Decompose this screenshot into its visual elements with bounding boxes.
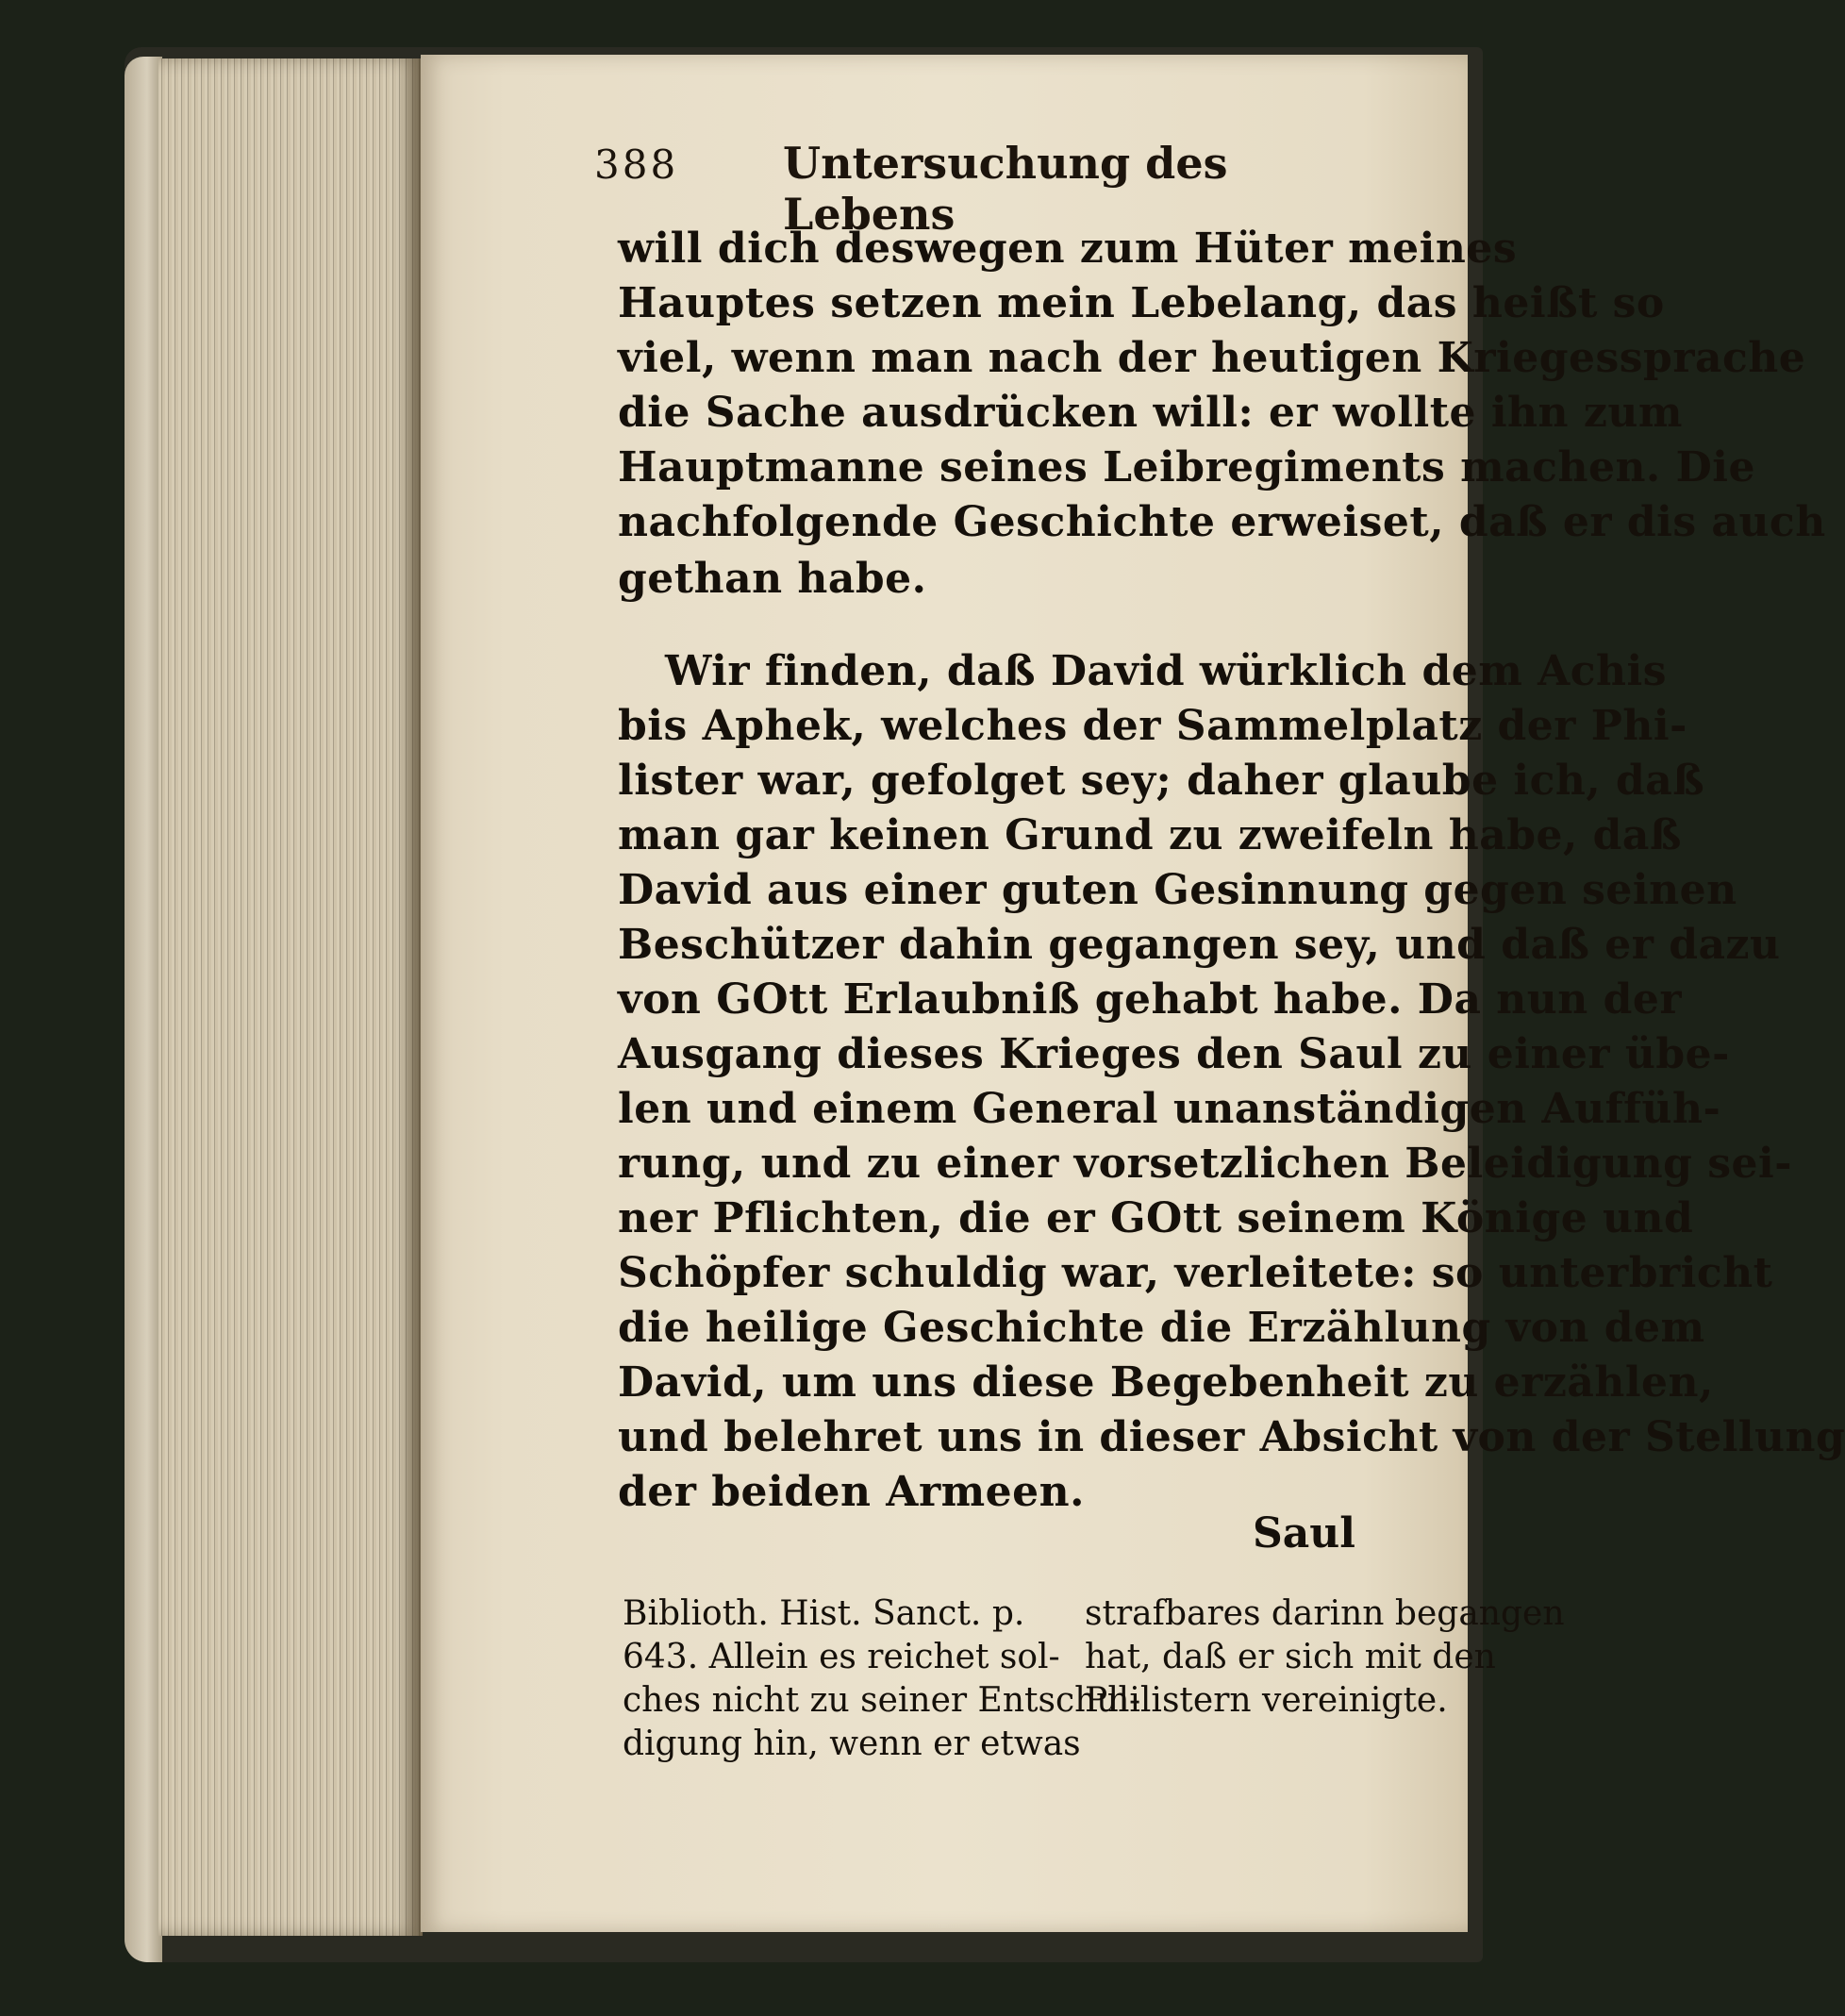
footnote-line: digung hin, wenn er etwas bbox=[623, 1724, 1081, 1763]
text-line: die Sache ausdrücken will: er wollte ihn zum bbox=[618, 389, 1683, 437]
text-line: Hauptes setzen mein Lebelang, das heißt so bbox=[618, 279, 1665, 327]
text-line: ner Pflichten, die er GOtt seinem Könige und bbox=[618, 1194, 1694, 1242]
text-line: gethan habe. bbox=[618, 555, 927, 603]
text-line: von GOtt Erlaubniß gehabt habe. Da nun der bbox=[618, 975, 1683, 1024]
text-line: David, um uns diese Begebenheit zu erzählen, bbox=[618, 1358, 1714, 1407]
footnote-line: hat, daß er sich mit den bbox=[1085, 1638, 1496, 1676]
text-line: len und einem General unanständigen Auffüh- bbox=[618, 1085, 1721, 1133]
text-line: Beschützer dahin gegangen sey, und daß er dazu bbox=[618, 921, 1781, 969]
page-number: 388 bbox=[594, 142, 679, 188]
text-line: man gar keinen Grund zu zweifeln habe, daß bbox=[618, 811, 1682, 859]
page-edges bbox=[158, 58, 423, 1936]
text-line: nachfolgende Geschichte erweiset, daß er dis auch bbox=[618, 498, 1826, 546]
footnote-line: strafbares darinn begangen bbox=[1085, 1594, 1565, 1633]
text-line: will dich deswegen zum Hüter meines bbox=[618, 225, 1518, 273]
footnote-line: Philistern vereinigte. bbox=[1085, 1681, 1448, 1720]
text-line: lister war, gefolget sey; daher glaube ich, daß bbox=[618, 757, 1705, 805]
catchword: Saul bbox=[1253, 1509, 1355, 1558]
footnote-line: 643. Allein es reichet sol- bbox=[623, 1638, 1060, 1676]
text-line: der beiden Armeen. bbox=[618, 1468, 1085, 1516]
text-line: bis Aphek, welches der Sammelplatz der Phi- bbox=[618, 702, 1687, 750]
text-line: die heilige Geschichte die Erzählung von dem bbox=[618, 1304, 1705, 1352]
running-title: Untersuchung des Lebens bbox=[783, 138, 1228, 240]
text-line: David aus einer guten Gesinnung gegen seinen bbox=[618, 866, 1737, 914]
text-line: Hauptmanne seines Leibregiments machen. Die bbox=[618, 443, 1755, 492]
text-line: Wir finden, daß David würklich dem Achis bbox=[665, 647, 1668, 695]
text-line: rung, und zu einer vorsetzlichen Beleidigung sei- bbox=[618, 1140, 1792, 1188]
footnote-line: ches nicht zu seiner Entschul- bbox=[623, 1681, 1141, 1720]
text-line: Schöpfer schuldig war, verleitete: so unterbricht bbox=[618, 1249, 1773, 1297]
book-cover-edge bbox=[125, 57, 162, 1962]
text-line: und belehret uns in dieser Absicht von der Stellung bbox=[618, 1413, 1845, 1461]
footnote-line: Biblioth. Hist. Sanct. p. bbox=[623, 1594, 1025, 1633]
page-header bbox=[594, 138, 1330, 240]
text-line: viel, wenn man nach der heutigen Kriegessprache bbox=[618, 334, 1806, 382]
text-line: Ausgang dieses Krieges den Saul zu einer übe- bbox=[618, 1030, 1730, 1078]
